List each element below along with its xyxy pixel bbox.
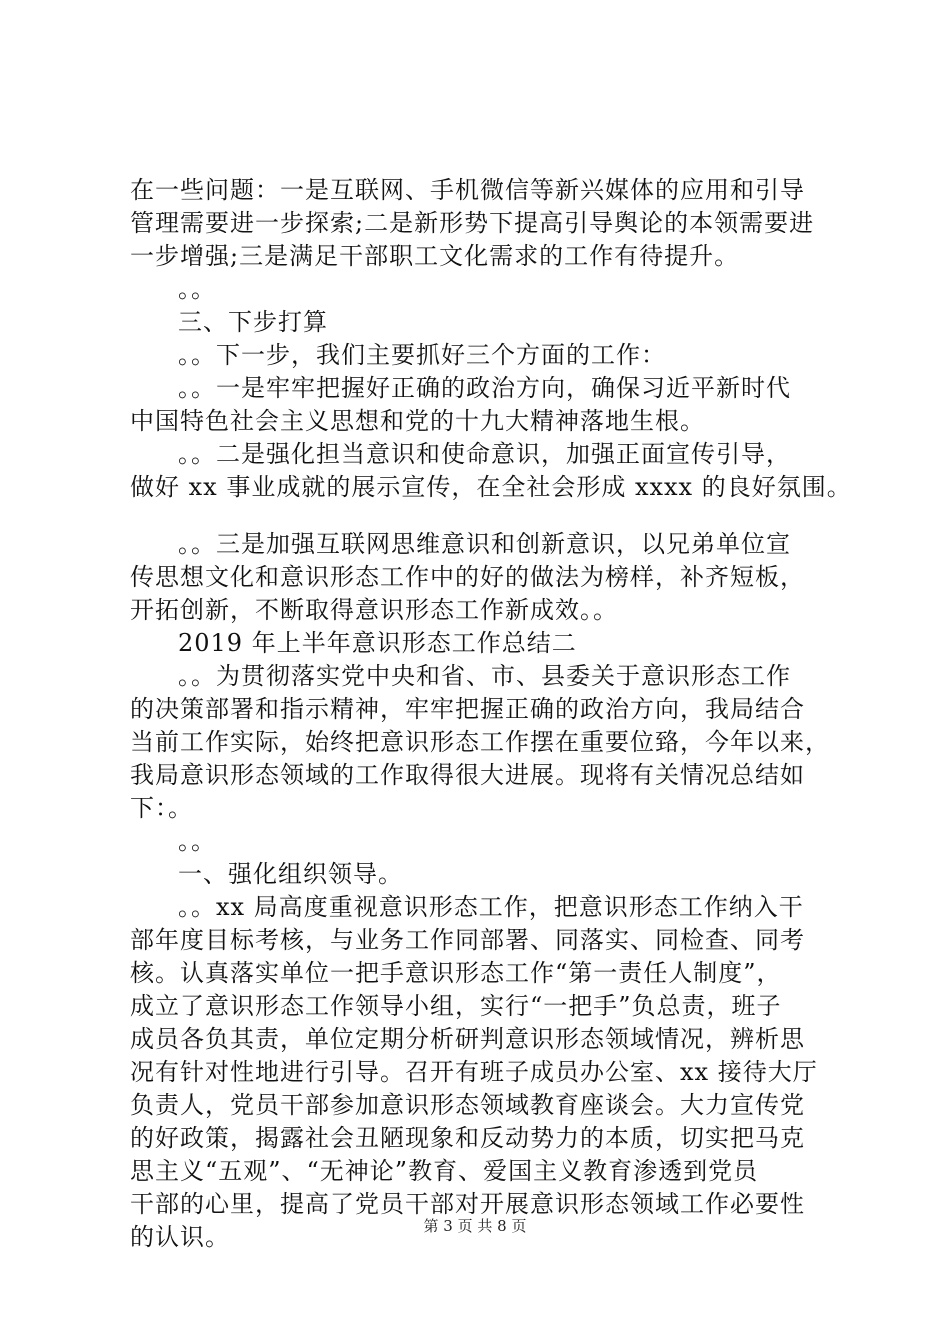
text-line: 成立了意识形态工作领导小组，实行“一把手”负总责，班子 <box>130 992 782 1020</box>
text-line: 思主义“五观”、“无神论”教育、爱国主义教育渗透到党员 <box>130 1157 759 1185</box>
text-line: 在一些问题：一是互联网、手机微信等新兴媒体的应用和引导 <box>130 176 805 204</box>
text-line: 。。为贯彻落实党中央和省、市、县委关于意识形态工作 <box>178 662 791 690</box>
text-line: 核。认真落实单位一把手意识形态工作“第一责任人制度”， <box>130 959 782 987</box>
text-line: 。。 <box>178 827 216 855</box>
text-line: 一步增强;三是满足干部职工文化需求的工作有待提升。 <box>130 242 740 270</box>
text-line: 况有针对性地进行引导。召开有班子成员办公室、xx 接待大厅 <box>130 1058 818 1086</box>
text-line: 的好政策，揭露社会丑陋现象和反动势力的本质，切实把马克 <box>130 1124 805 1152</box>
document-subtitle: 2019 年上半年意识形态工作总结二 <box>178 629 577 657</box>
text-line: 中国特色社会主义思想和党的十九大精神落地生根。 <box>130 407 705 435</box>
text-line: 。。一是牢牢把握好正确的政治方向，确保习近平新时代 <box>178 374 791 402</box>
text-line: 管理需要进一步探索;二是新形势下提高引导舆论的本领需要进 <box>130 209 815 237</box>
paragraph-gap <box>130 504 850 528</box>
text-line: 开拓创新，不断取得意识形态工作新成效。。 <box>130 596 618 624</box>
text-line: 。。 <box>178 275 216 303</box>
text-line: 部年度目标考核，与业务工作同部署、同落实、同检查、同考 <box>130 926 805 954</box>
text-line: 。。下一步，我们主要抓好三个方面的工作： <box>178 341 666 369</box>
text-line: 成员各负其责，单位定期分析研判意识形态领域情况，辨析思 <box>130 1025 805 1053</box>
text-line: 。。二是强化担当意识和使命意识，加强正面宣传引导， <box>178 440 791 468</box>
text-line: 下：。 <box>130 794 193 822</box>
section-heading: 一、强化组织领导。 <box>178 860 403 888</box>
text-line: 我局意识形态领域的工作取得很大进展。现将有关情况总结如 <box>130 761 805 789</box>
document-body <box>130 174 850 1254</box>
text-line: 负责人，党员干部参加意识形态领域教育座谈会。大力宣传党 <box>130 1091 805 1119</box>
text-line: 的认识。 <box>130 1223 230 1251</box>
text-line: 做好 xx 事业成就的展示宣传，在全社会形成 xxxx 的良好氛围。 <box>130 473 852 501</box>
section-heading: 三、下步打算 <box>178 308 328 336</box>
text-line: 的决策部署和指示精神，牢牢把握正确的政治方向，我局结合 <box>130 695 805 723</box>
text-line: 当前工作实际，始终把意识形态工作摆在重要位臵，今年以来， <box>130 728 830 756</box>
text-line: 传思想文化和意识形态工作中的好的做法为榜样，补齐短板， <box>130 563 805 591</box>
text-line: 。。三是加强互联网思维意识和创新意识，以兄弟单位宣 <box>178 530 791 558</box>
text-line: 。。xx 局高度重视意识形态工作，把意识形态工作纳入干 <box>178 893 804 921</box>
page-number-footer: 第 3 页 共 8 页 <box>423 1217 527 1235</box>
text-line: 干部的心里，提高了党员干部对开展意识形态领域工作必要性 <box>130 1190 805 1218</box>
